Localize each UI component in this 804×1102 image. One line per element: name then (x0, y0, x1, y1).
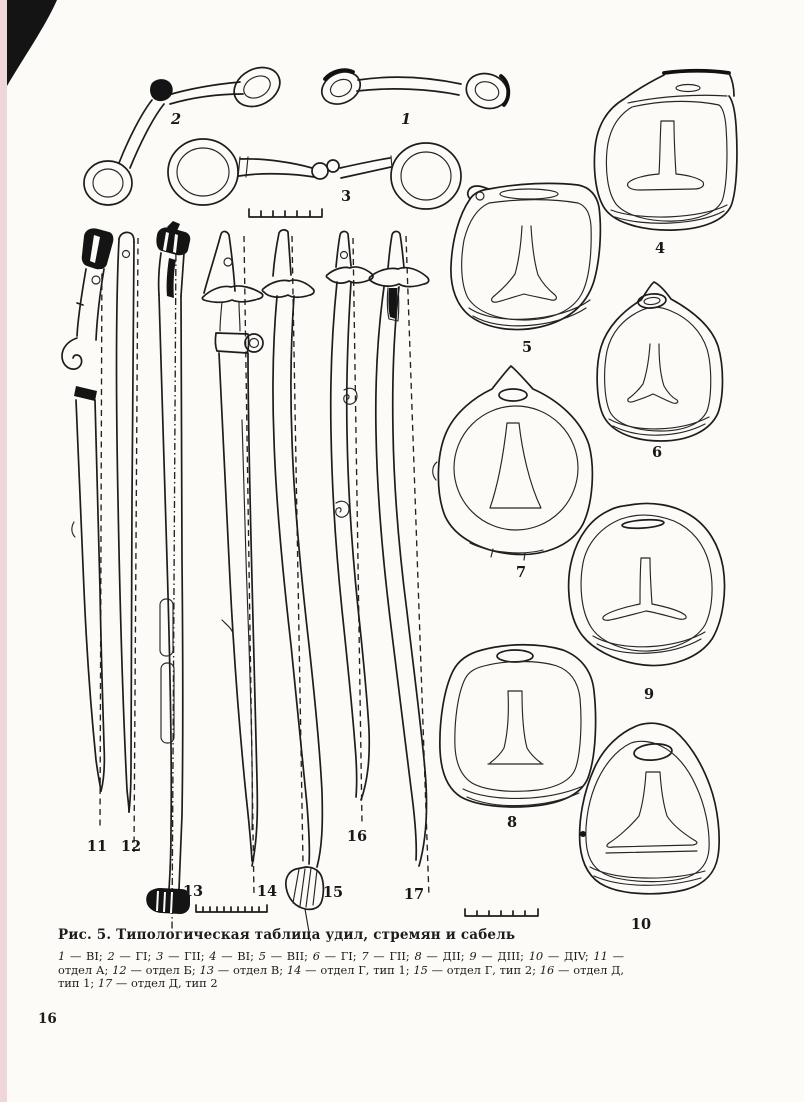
label-item-9: 9 (643, 686, 655, 703)
stirrup-8-drawing (440, 645, 596, 831)
saber-12-drawing (117, 232, 141, 855)
label-item-6: 6 (651, 444, 663, 461)
scale-bar-bottom-right (465, 909, 538, 916)
label-item-1: 1 (400, 111, 412, 128)
label-item-3: 3 (340, 188, 352, 205)
label-item-8: 8 (506, 814, 518, 831)
stirrup-10-drawing (580, 723, 720, 933)
saber-13-drawing (146, 221, 203, 932)
saber-11-drawing (62, 228, 113, 855)
label-item-4: 4 (654, 240, 666, 257)
figure-legend: 1 — ВI; 2 — ГI; 3 — ГII; 4 — ВI; 5 — ВII; 6 — ГI; 7 — ГII; 8 — ДII; 9 — ДIII; 10 — ДIV; 11 — отдел А; 12 — отдел Б; 13 — отдел В; 14 — отдел Г, тип 1; 15 — отдел Г, тип 2; 16 — отдел Д, тип 1; 17 — отдел Д, тип 2 (58, 949, 625, 991)
horse-bit-1-drawing (317, 66, 513, 128)
label-item-17: 17 (403, 886, 425, 903)
label-item-16: 16 (346, 828, 368, 845)
stirrup-4-drawing (594, 71, 737, 257)
label-item-11: 11 (86, 838, 108, 855)
scale-bar-top (249, 209, 322, 217)
figure-caption: Рис. 5. Типологическая таблица удил, стремян и сабель (58, 927, 516, 943)
label-item-10: 10 (630, 916, 652, 933)
scale-bar-bottom-middle (196, 905, 267, 912)
label-item-5: 5 (521, 339, 533, 356)
saber-16-drawing (326, 231, 373, 845)
figure-caption-block (58, 927, 624, 991)
stirrup-9-drawing (569, 503, 725, 703)
corner-fold-artifact (7, 0, 57, 86)
horse-bit-3-drawing (168, 139, 461, 209)
label-item-14: 14 (256, 883, 278, 900)
stirrup-5-drawing (451, 183, 600, 356)
label-item-7: 7 (515, 564, 527, 581)
page-number: 16 (38, 1011, 57, 1027)
label-item-12: 12 (120, 838, 142, 855)
label-item-15: 15 (322, 884, 344, 901)
label-item-13: 13 (182, 883, 204, 900)
saber-15-drawing (262, 230, 343, 932)
saber-14-drawing (202, 231, 277, 900)
label-item-2: 2 (170, 111, 182, 128)
stirrup-7-drawing (433, 366, 593, 581)
horse-bit-2-drawing (84, 60, 287, 205)
stirrup-6-drawing (597, 282, 722, 461)
saber-17-drawing (369, 231, 429, 903)
